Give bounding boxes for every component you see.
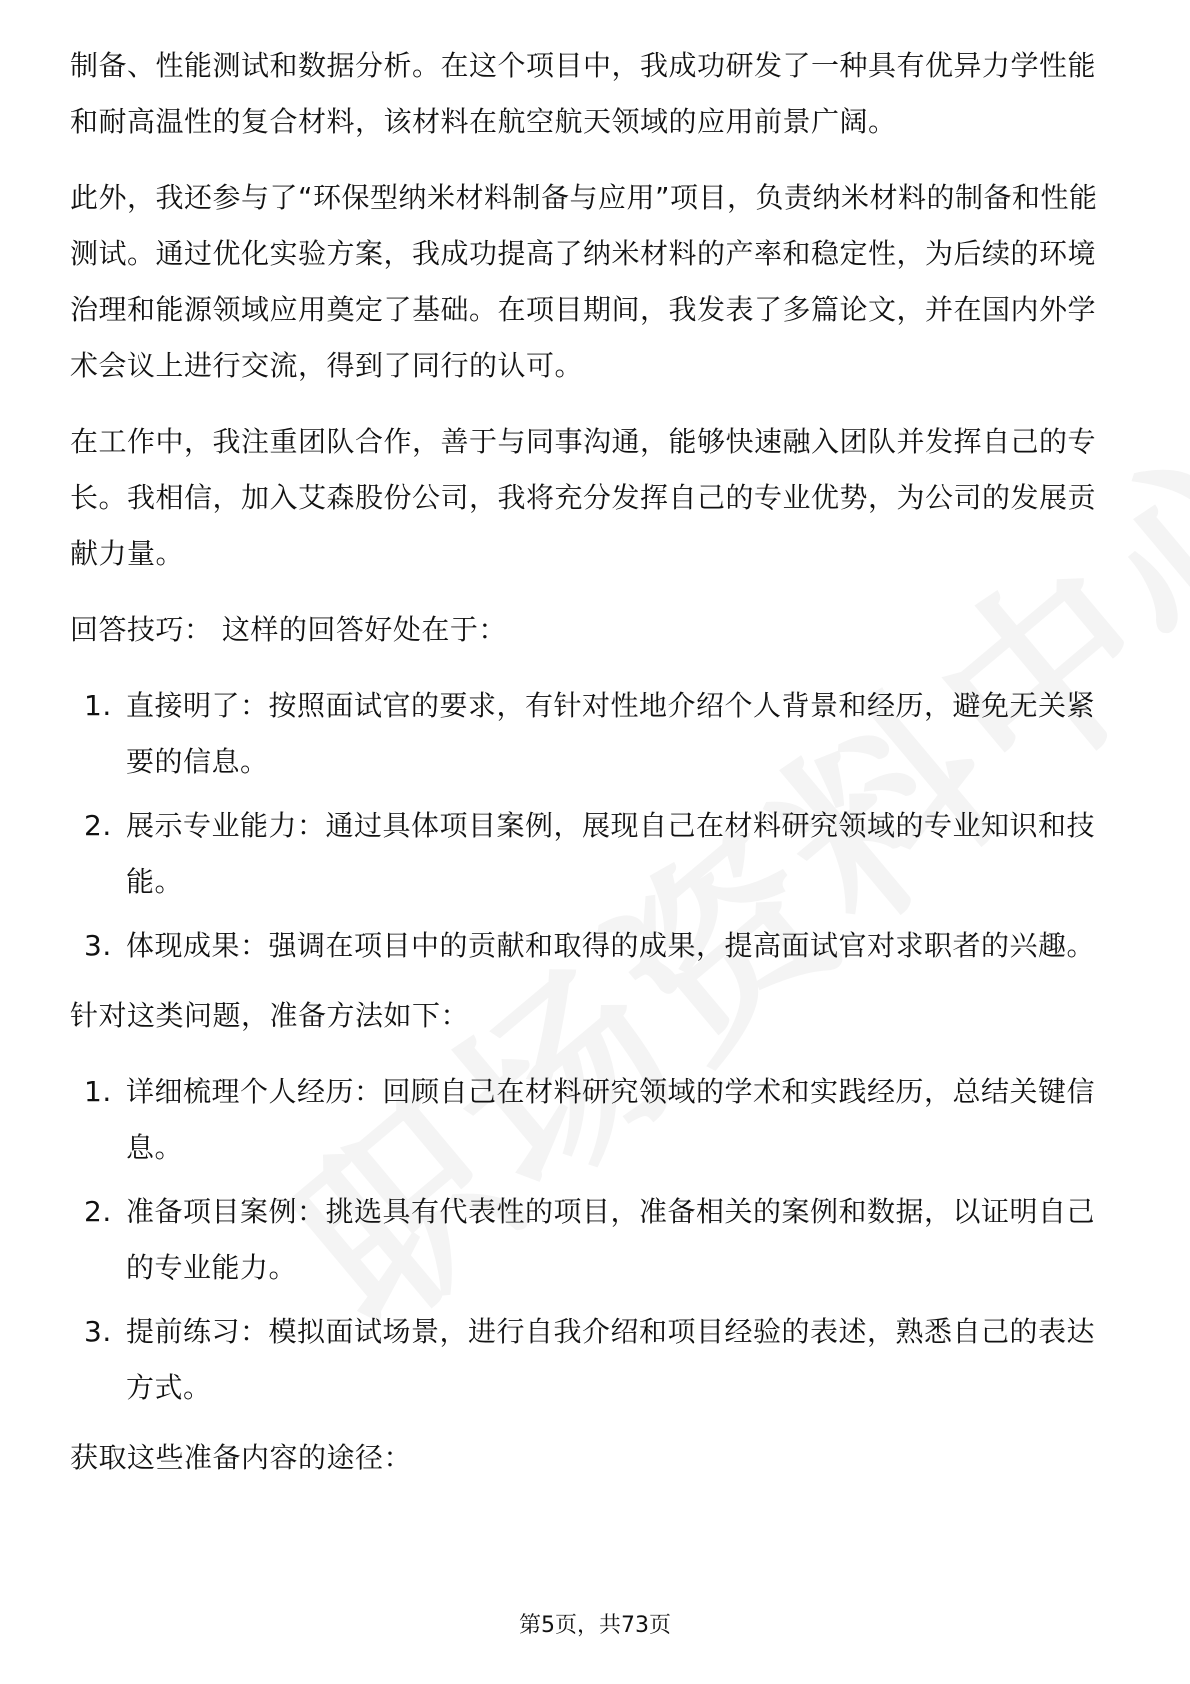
list-item [70,918,1120,974]
list-number: 1. [84,689,112,722]
page-number-footer: 第5页，共73页 [519,1613,671,1638]
list-number: 2. [84,809,112,842]
list-item-text: 展示专业能力：通过具体项目案例，展现自己在材料研究领域的专业知识和技能。 [126,809,1096,898]
paragraph-project-nano: 此外，我还参与了“环保型纳米材料制备与应用”项目，负责纳米材料的制备和性能测试。通过优化实验方案，我成功提高了纳米材料的产率和稳定性，为后续的环境治理和能源领域应用奠定了基础。在项目期间，我发表了多篇论文，并在国内外学术会议上进行交流，得到了同行的认可。 [70,181,1098,382]
prep-heading: 针对这类问题，准备方法如下： [70,999,470,1032]
list-item-text: 详细梳理个人经历：回顾自己在材料研究领域的学术和实践经历，总结关键信息。 [126,1075,1096,1164]
paragraph-teamwork: 在工作中，我注重团队合作，善于与同事沟通，能够快速融入团队并发挥自己的专长。我相信，加入艾森股份公司，我将充分发挥自己的专业优势，为公司的发展贡献力量。 [70,425,1097,570]
tips-heading: 回答技巧： 这样的回答好处在于： [70,613,507,646]
list-item-text: 直接明了：按照面试官的要求，有针对性地介绍个人背景和经历，避免无关紧要的信息。 [126,689,1096,778]
list-number: 3. [84,1315,112,1348]
list-number: 2. [84,1195,112,1228]
list-number: 3. [84,929,112,962]
list-number: 1. [84,1075,112,1108]
sources-heading: 获取这些准备内容的途径： [70,1441,413,1474]
list-item [70,798,1120,910]
list-item [70,1184,1120,1296]
list-item [70,678,1120,790]
tips-list [70,678,1120,974]
list-item-text: 准备项目案例：挑选具有代表性的项目，准备相关的案例和数据，以证明自己的专业能力。 [126,1195,1096,1284]
list-item-text: 体现成果：强调在项目中的贡献和取得的成果，提高面试官对求职者的兴趣。 [126,929,1096,962]
list-item-text: 提前练习：模拟面试场景，进行自我介绍和项目经验的表述，熟悉自己的表达方式。 [126,1315,1096,1404]
prep-list [70,1064,1120,1416]
list-item [70,1064,1120,1176]
paragraph-project-composite: 制备、性能测试和数据分析。在这个项目中，我成功研发了一种具有优异力学性能和耐高温性的复合材料，该材料在航空航天领域的应用前景广阔。 [70,49,1097,138]
list-item [70,1304,1120,1416]
document-body [70,38,1120,1506]
